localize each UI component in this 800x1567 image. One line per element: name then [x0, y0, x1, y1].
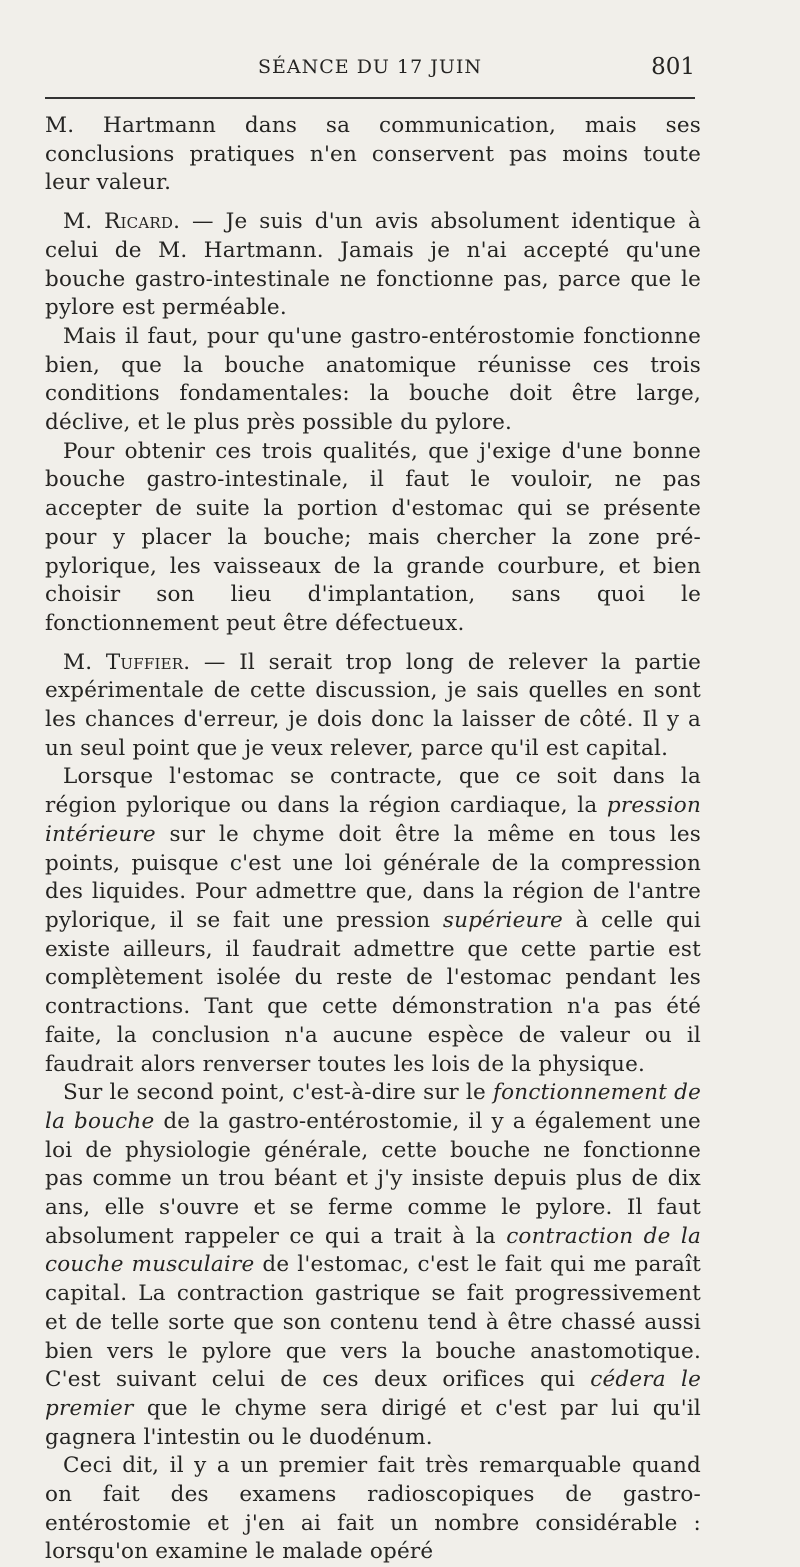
- paragraph: [45, 112, 701, 198]
- italic-text: contraction de la couche musculaire: [45, 1223, 701, 1278]
- text-run: Lorsque l'estomac se contracte, que ce soit dans la région pylorique ou dans la région cardiaque, la: [45, 764, 701, 819]
- text-run: Pour obtenir ces trois qualités, que j'exige d'une bonne bouche gastro-intestinale, il faut le vouloir, ne pas accepter de suite la portion d'estomac qui se présente pour y placer la bouche; mais chercher la zone pré-pylorique, les vaisseaux de la grande courbure, et bien choisir son lieu d'implantation, sans quoi le fonctionnement peut être défectueux.: [45, 438, 701, 636]
- italic-text: supérieure: [442, 907, 563, 933]
- paragraph: [45, 649, 701, 764]
- speaker-name: Ricard: [104, 209, 174, 235]
- text-run: de l'estomac, c'est le fait qui me paraît capital. La contraction gastrique se fait progressivement et de telle sorte que son contenu tend à être chassé aussi bien vers le pylore que vers la bouche anastomotique. C'est suivant celui de ces deux orifices qui: [45, 1252, 701, 1393]
- paragraph: [45, 1079, 701, 1452]
- body-text: [45, 112, 701, 1567]
- text-run: Mais il faut, pour qu'une gastro-entérostomie fonctionne bien, que la bouche anatomique réunisse ces trois conditions fondamentales: la bouche doit être large, déclive, et le plus près possible du pylore.: [45, 323, 701, 436]
- paragraph: [45, 323, 701, 438]
- text-run: à celle qui existe ailleurs, il faudrait admettre que cette partie est complètement isolée du reste de l'estomac pendant les contractions. Tant que cette démonstration n'a pas été faite, la conclusion n'a aucune espèce de valeur ou il faudrait alors renverser toutes les lois de la physique.: [45, 907, 701, 1077]
- text-run: Sur le second point, c'est-à-dire sur le: [63, 1080, 493, 1106]
- italic-text: pression intérieure: [45, 793, 701, 847]
- text-run: . — Il serait trop long de relever la partie expérimentale de cette discussion, je sais quelles en sont les chances d'erreur, je dois donc la laisser de côté. Il y a un seul point que je veux relever, parce qu'il est capital.: [45, 649, 701, 761]
- header-rule: [45, 97, 695, 99]
- text-run: M.: [63, 649, 106, 675]
- paragraph: [45, 1452, 701, 1567]
- text-run: M.: [63, 209, 105, 235]
- italic-text: fonctionnement de la bouche: [45, 1080, 701, 1134]
- page-header: [0, 52, 800, 84]
- text-run: M. Hartmann dans sa communication, mais ses conclusions pratiques n'en conservent pas moins toute leur valeur.: [45, 113, 701, 196]
- running-title: SÉANCE DU 17 JUIN: [258, 56, 482, 78]
- text-run: sur le chyme doit être la même en tous les points, puisque c'est une loi générale de la compression des liquides. Pour admettre que, dans la région de l'antre pylorique, il se fait une pression: [45, 821, 701, 933]
- page-number: 801: [651, 54, 695, 80]
- paragraph: [45, 763, 701, 1079]
- text-run: de la gastro-entérostomie, il y a également une loi de physiologie générale, cette bouche ne fonctionne pas comme un trou béant et j'y insiste depuis plus de dix ans, elle s'ouvre et se ferme comme le pylore. Il faut absolument rappeler ce qui a trait à la: [45, 1108, 701, 1249]
- paragraph: [45, 208, 701, 323]
- speaker-name: Tuffier: [105, 649, 184, 675]
- text-run: . — Je suis d'un avis absolument identique à celui de M. Hartmann. Jamais je n'ai accepté qu'une bouche gastro-intestinale ne fonctionne pas, parce que le pylore est perméable.: [45, 209, 701, 321]
- text-run: que le chyme sera dirigé et c'est par lui qu'il gagnera l'intestin ou le duodénum.: [45, 1395, 701, 1450]
- text-run: Ceci dit, il y a un premier fait très remarquable quand on fait des examens radioscopiques de gastro-entérostomie et j'en ai fait un nombre considérable : lorsqu'on examine le malade opéré: [45, 1453, 701, 1565]
- paragraph: [45, 438, 701, 639]
- italic-text: cédera le premier: [45, 1367, 701, 1421]
